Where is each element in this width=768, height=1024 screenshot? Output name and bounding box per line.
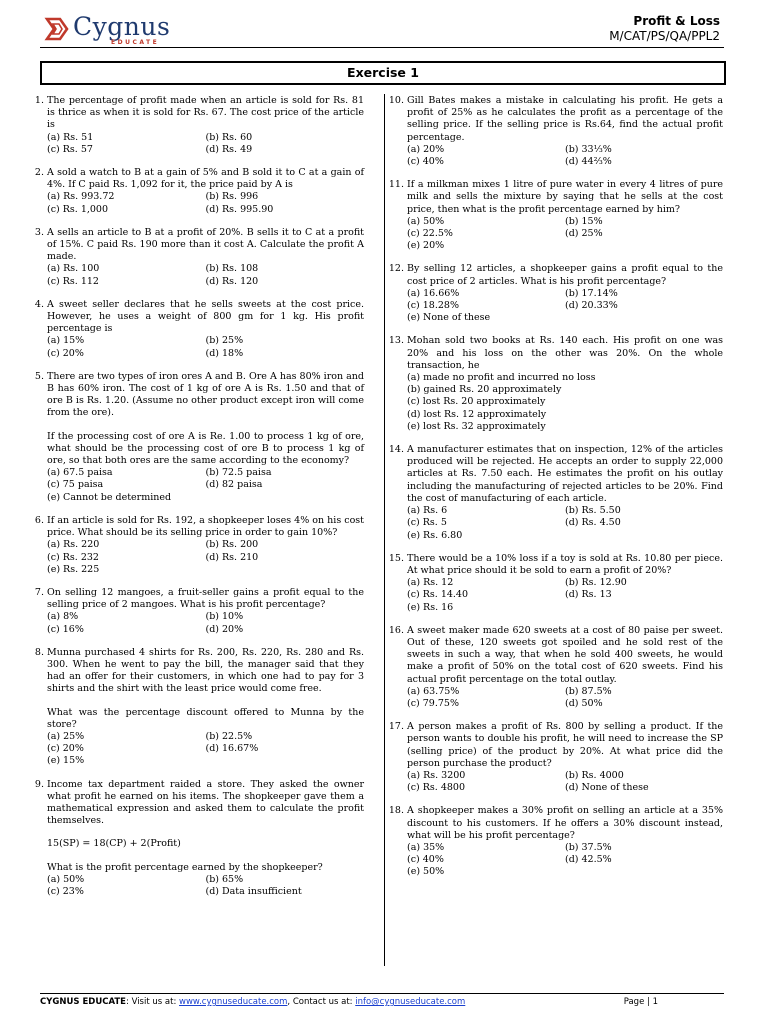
question-text: If a milkman mixes 1 litre of pure water in every 4 litres of pure milk and sells the mixture by saying that he sells at the cost price, then what is the profit percentage earned by him? — [407, 179, 723, 215]
answer-options — [47, 611, 364, 635]
question-body — [407, 553, 723, 614]
column-divider — [384, 94, 385, 966]
question-number: 18. — [388, 805, 404, 817]
answer-options — [47, 467, 364, 504]
question-formula: 15(SP) = 18(CP) + 2(Profit) — [47, 838, 181, 850]
question-body — [407, 95, 723, 168]
answer-option: (b) 37.5% — [565, 841, 612, 853]
answer-options — [47, 539, 364, 576]
answer-option: (a) Rs. 6 — [407, 505, 448, 517]
question-body — [47, 95, 364, 156]
answer-option: (e) Cannot be determined — [47, 491, 172, 503]
footer-visit-text: : Visit us at: — [126, 997, 180, 1007]
answer-option: (a) 15% — [47, 335, 85, 347]
answer-option: (d) Data insufficient — [205, 885, 302, 897]
answer-option: (b) 10% — [205, 611, 244, 623]
question-text: By selling 12 articles, a shopkeeper gains a profit equal to the cost price of 2 articles. What is his profit percentage? — [407, 263, 723, 287]
answer-options — [47, 874, 364, 898]
answer-option: (d) 20% — [205, 623, 244, 635]
question-body — [47, 515, 364, 576]
answer-option: (c) lost Rs. 20 approximately — [407, 396, 546, 408]
answer-option: (d) lost Rs. 12 approximately — [407, 408, 547, 420]
question-text: Income tax department raided a store. They asked the owner what profit he earned on his items. The shopkeeper gave them a mathematical expression and asked them to calculate the profit themselves. — [47, 778, 364, 827]
exercise-title: Exercise 1 — [40, 61, 726, 85]
question-number: 1. — [34, 95, 44, 106]
answer-option: (c) 18.28% — [407, 300, 459, 312]
answer-option: (b) Rs. 200 — [205, 539, 259, 551]
question-item — [386, 444, 723, 542]
answer-option: (e) None of these — [407, 312, 491, 324]
question-item — [30, 515, 364, 576]
answer-option: (a) Rs. 12 — [407, 577, 454, 589]
answer-option: (c) Rs. 232 — [47, 551, 99, 563]
question-text: If an article is sold for Rs. 192, a shopkeeper loses 4% on his cost price. What should be its selling price in order to gain 10%? — [47, 514, 364, 539]
answer-option: (e) Rs. 225 — [47, 563, 100, 575]
question-item — [30, 227, 364, 288]
answer-option: (c) 40% — [407, 156, 444, 168]
answer-option: (d) 42.5% — [565, 854, 612, 866]
answer-option: (e) Rs. 6.80 — [407, 529, 463, 541]
answer-option: (c) Rs. 14.40 — [407, 589, 469, 601]
answer-option: (d) Rs. 210 — [205, 551, 259, 563]
logo-name: Cygnus — [73, 12, 171, 41]
question-number: 5. — [34, 370, 44, 382]
answer-option: (b) 15% — [565, 215, 603, 227]
answer-option: (a) 20% — [407, 143, 445, 155]
footer-contact — [40, 997, 465, 1007]
answer-option: (b) 65% — [205, 873, 244, 885]
question-body — [47, 167, 364, 216]
answer-option: (a) 67.5 paisa — [47, 467, 113, 479]
question-number: 2. — [34, 167, 44, 179]
question-body — [407, 179, 723, 252]
question-item — [30, 299, 364, 360]
question-item — [30, 647, 364, 768]
answer-options — [47, 335, 364, 359]
question-item — [30, 371, 364, 504]
answer-options — [407, 372, 723, 433]
question-item — [386, 553, 723, 614]
answer-option: (a) 8% — [47, 611, 79, 623]
answer-option: (d) 50% — [565, 697, 603, 709]
question-body — [47, 587, 364, 636]
question-text: On selling 12 mangoes, a fruit-seller gains a profit equal to the selling price of 2 mangoes. What is his profit percentage? — [47, 586, 364, 611]
question-item — [30, 167, 364, 216]
website-link[interactable]: www.cygnuseducate.com — [179, 997, 288, 1007]
answer-option: (d) 18% — [205, 347, 244, 359]
answer-option: (c) 79.75% — [407, 697, 459, 709]
question-item — [30, 779, 364, 899]
page-footer — [40, 993, 724, 1007]
answer-options — [47, 132, 364, 156]
answer-option: (a) 35% — [407, 841, 445, 853]
question-text: A shopkeeper makes a 30% profit on selling an article at a 35% discount to his customers. If he offers a 30% discount instead, what will be his profit percentage? — [407, 805, 723, 841]
question-body — [407, 444, 723, 542]
question-number: 11. — [388, 179, 404, 191]
answer-option: (d) None of these — [565, 782, 649, 794]
answer-option: (a) 50% — [47, 873, 85, 885]
answer-option: (e) lost Rs. 32 approximately — [407, 420, 546, 432]
question-text: A manufacturer estimates that on inspection, 12% of the articles produced will be rejected. He accepts an order to supply 22,000 articles at Rs. 7.50 each. He estimates the profit on his outlay including the manufacturing of rejected articles to be 20%. Find the cost of manufacturing of each article. — [407, 444, 723, 504]
answer-options — [407, 842, 723, 879]
answer-option: (b) 25% — [205, 335, 244, 347]
answer-options — [407, 770, 723, 794]
page-number: Page | 1 — [623, 997, 658, 1007]
answer-option: (c) Rs. 4800 — [407, 782, 465, 794]
answer-option: (d) 25% — [565, 228, 603, 240]
answer-option: (e) Rs. 16 — [407, 601, 454, 613]
question-number: 4. — [34, 298, 44, 310]
question-item — [386, 95, 723, 168]
answer-option: (b) 22.5% — [205, 730, 253, 742]
answer-option: (c) Rs. 5 — [407, 517, 447, 529]
answer-options — [407, 216, 723, 253]
page-header — [0, 0, 768, 56]
question-number: 17. — [388, 721, 404, 733]
answer-option: (d) Rs. 49 — [205, 143, 253, 155]
answer-option: (a) Rs. 993.72 — [47, 191, 115, 203]
left-column — [30, 95, 364, 909]
question-text: There would be a 10% loss if a toy is sold at Rs. 10.80 per piece. At what price should it be sold to earn a profit of 20%? — [407, 552, 723, 576]
answer-option: (d) Rs. 4.50 — [565, 517, 621, 529]
question-number: 8. — [34, 646, 44, 658]
question-body — [407, 335, 723, 433]
question-body — [407, 625, 723, 710]
answer-option: (e) 20% — [407, 240, 445, 252]
question-body — [47, 299, 364, 360]
answer-option: (a) 50% — [407, 215, 445, 227]
email-link[interactable]: info@cygnuseducate.com — [355, 997, 466, 1007]
answer-option: (b) Rs. 5.50 — [565, 505, 621, 517]
answer-options — [407, 505, 723, 542]
answer-options — [47, 263, 364, 287]
cygnus-logo — [44, 14, 170, 48]
question-paragraph: What was the percentage discount offered to Munna by the store? — [47, 706, 364, 730]
answer-option: (b) Rs. 108 — [205, 263, 259, 275]
question-item — [386, 179, 723, 252]
question-text: A sweet maker made 620 sweets at a cost of 80 paise per sweet. Out of these, 120 sweets got spoiled and he sold rest of the sweets in such a way, that when he sold 400 sweets, he would make a profit of 50% on the total cost of 620 sweets. Find his actual profit percentage on the total outlay. — [407, 624, 723, 685]
answer-option: (a) 16.66% — [407, 287, 460, 299]
question-body — [407, 263, 723, 324]
question-text: A sells an article to B at a profit of 20%. B sells it to C at a profit of 15%. C paid Rs. 190 more than it cost A. Calculate the profit A made. — [47, 226, 364, 263]
question-body — [407, 805, 723, 878]
answer-option: (a) Rs. 100 — [47, 263, 100, 275]
answer-options — [47, 731, 364, 768]
answer-option: (c) 16% — [47, 623, 84, 635]
question-item — [386, 335, 723, 433]
question-number: 6. — [34, 514, 44, 526]
answer-option: (c) 20% — [47, 743, 84, 755]
question-text: Mohan sold two books at Rs. 140 each. His profit on one was 20% and his loss on the other was 20%. On the whole transaction, he — [407, 335, 723, 371]
answer-option: (b) Rs. 996 — [205, 191, 259, 203]
question-number: 15. — [388, 552, 404, 564]
answer-option: (a) Rs. 51 — [47, 131, 94, 143]
question-body — [47, 779, 364, 899]
question-item — [386, 625, 723, 710]
question-item — [386, 805, 723, 878]
answer-option: (d) 16.67% — [205, 743, 259, 755]
question-text: A sweet seller declares that he sells sweets at the cost price. However, he uses a weight of 800 gm for 1 kg. His profit percentage is — [47, 298, 364, 335]
question-text: Gill Bates makes a mistake in calculating his profit. He gets a profit of 25% as he calculates the profit as a percentage of the selling price. If the selling price is Rs.64, find the actual profit percentage. — [407, 95, 723, 143]
question-paragraph: If the processing cost of ore A is Re. 1.00 to process 1 kg of ore, what should be the processing cost of ore B to process 1 kg of ore, so that both ores are the same according to the economy? — [47, 430, 364, 467]
answer-option: (a) made no profit and incurred no loss — [407, 372, 596, 384]
question-number: 7. — [34, 586, 44, 598]
answer-option: (c) 23% — [47, 885, 84, 897]
answer-option: (b) 33⅓% — [565, 143, 612, 155]
answer-option: (a) 63.75% — [407, 685, 460, 697]
question-body — [407, 721, 723, 794]
document-code: M/CAT/PS/QA/PPL2 — [609, 29, 720, 43]
answer-option: (c) 75 paisa — [47, 479, 104, 491]
answer-option: (c) Rs. 57 — [47, 143, 93, 155]
document-title: Profit & Loss — [633, 14, 720, 28]
answer-options — [47, 191, 364, 215]
answer-option: (a) Rs. 220 — [47, 539, 100, 551]
question-item — [386, 721, 723, 794]
answer-option: (c) 40% — [407, 854, 444, 866]
answer-option: (b) Rs. 60 — [205, 131, 253, 143]
right-column — [386, 95, 723, 890]
question-number: 3. — [34, 226, 44, 238]
answer-option: (b) Rs. 12.90 — [565, 577, 627, 589]
question-number: 16. — [388, 624, 404, 636]
logo-subtitle: EDUCATE — [111, 39, 160, 46]
answer-option: (d) 44⅔% — [565, 156, 612, 168]
answer-option: (e) 50% — [407, 866, 445, 878]
question-number: 9. — [34, 778, 44, 790]
cygnus-logo-icon — [44, 16, 70, 42]
question-text: The percentage of profit made when an article is sold for Rs. 81 is thrice as when it is sold for Rs. 67. The cost price of the article is — [47, 95, 364, 131]
question-number: 12. — [388, 263, 404, 275]
answer-option: (a) 25% — [47, 730, 85, 742]
question-text: Munna purchased 4 shirts for Rs. 200, Rs. 220, Rs. 280 and Rs. 300. When he went to pay the bill, the manager said that they had an offer for their customers, in which one had to pay for 3 shirts and the shirt with the least price would come free. — [47, 646, 364, 695]
footer-brand: CYGNUS EDUCATE — [40, 997, 126, 1007]
question-number: 14. — [388, 444, 404, 456]
answer-option: (b) 72.5 paisa — [205, 467, 272, 479]
footer-contact-text: , Contact us at: — [287, 997, 356, 1007]
answer-option: (c) 22.5% — [407, 228, 453, 240]
question-number: 10. — [388, 95, 404, 106]
question-body — [47, 647, 364, 768]
question-item — [386, 263, 723, 324]
question-text: A person makes a profit of Rs. 800 by selling a product. If the person wants to double his profit, he will need to increase the SP (selling price) of the product by 20%. At what price did the person purchase the product? — [407, 721, 723, 769]
header-rule — [40, 47, 724, 48]
question-item — [30, 95, 364, 156]
answer-option: (d) Rs. 120 — [205, 275, 259, 287]
answer-option: (d) 82 paisa — [205, 479, 263, 491]
answer-option: (c) Rs. 112 — [47, 275, 99, 287]
question-text: A sold a watch to B at a gain of 5% and B sold it to C at a gain of 4%. If C paid Rs. 1,092 for it, the price paid by A is — [47, 167, 364, 191]
answer-option: (e) 15% — [47, 755, 85, 767]
question-body — [47, 227, 364, 288]
answer-option: (a) Rs. 3200 — [407, 769, 466, 781]
answer-option: (c) 20% — [47, 347, 84, 359]
answer-option: (b) 87.5% — [565, 685, 612, 697]
answer-options — [407, 577, 723, 614]
answer-option: (c) Rs. 1,000 — [47, 203, 109, 215]
question-paragraph: What is the profit percentage earned by the shopkeeper? — [47, 861, 323, 873]
answer-option: (d) 20.33% — [565, 300, 618, 312]
answer-options — [407, 144, 723, 168]
answer-option: (d) Rs. 995.90 — [205, 203, 274, 215]
answer-option: (b) gained Rs. 20 approximately — [407, 384, 562, 396]
answer-options — [407, 288, 723, 325]
answer-option: (d) Rs. 13 — [565, 589, 612, 601]
question-body — [47, 371, 364, 504]
answer-options — [407, 686, 723, 710]
answer-option: (b) 17.14% — [565, 287, 618, 299]
question-item — [30, 587, 364, 636]
answer-option: (b) Rs. 4000 — [565, 769, 624, 781]
question-number: 13. — [388, 335, 404, 347]
question-text: There are two types of iron ores A and B. Ore A has 80% iron and B has 60% iron. The cost of 1 kg of ore A is Rs. 1.50 and that of ore B is Rs. 1.20. (Assume no other product except iron will come from the ore). — [47, 370, 364, 419]
